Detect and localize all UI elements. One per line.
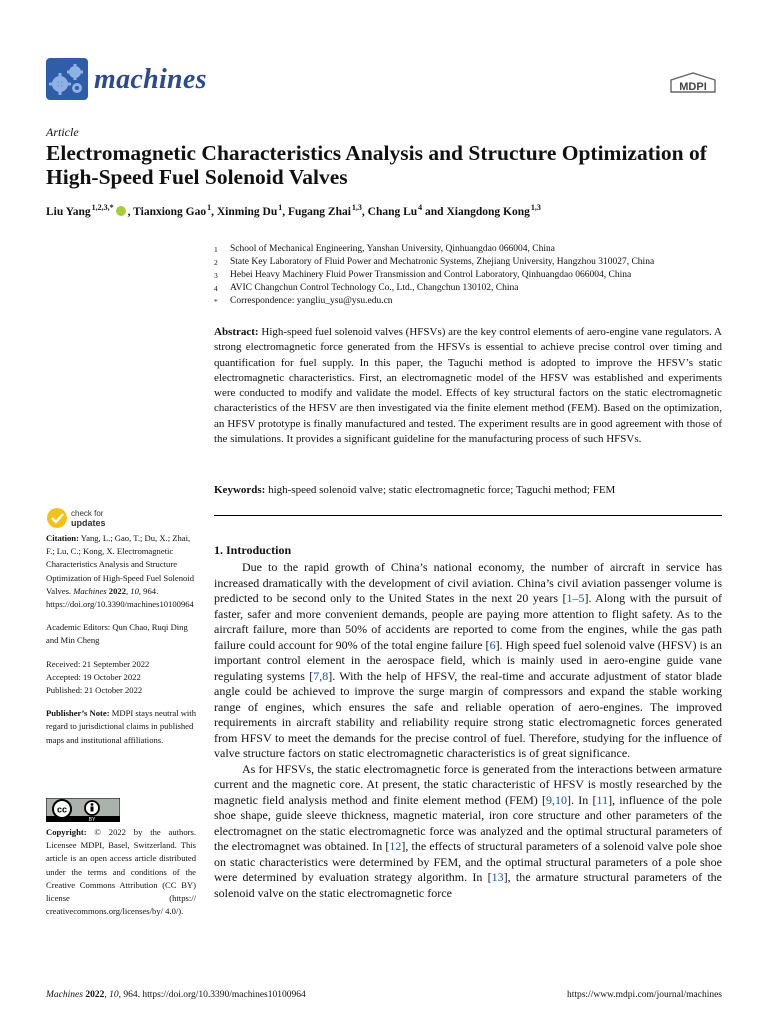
text-run: ], the armature structural parameters of the solenoid valve on the static electromagnetic force (214, 870, 722, 900)
affiliation-text: State Key Laboratory of Fluid Power and Mechatronic Systems, Zhejiang University, Hangzhou 310027, China (230, 257, 655, 267)
orcid-icon[interactable] (116, 206, 126, 216)
author-sup: 4 (418, 203, 423, 212)
author-sup: 1,2,3,* (91, 203, 114, 212)
footer-year: 2022 (85, 990, 105, 1000)
abstract-text: High-speed fuel solenoid valves (HFSVs) are the key control elements of aero-engine vane regulators. A strong electromagnetic force generated from the HFSVs is essential to achieve precise control over timing and quantification for fuel supply. In this paper, the Taguchi method is adopted to improve the HFSV’s static electromagnetic characteristics. First, an electromagnetic model of the HFSV was established and experiments were conducted to modify and validate the model. Effects of key structural factors on the static electromagnetic characteristics of the HFSV are then investigated via the finite element method (FEM). Based on the optimization, an HFSV prototype is finally manufactured and tested. The experiment results are in good agreement with those of the simulations. It provides a significant guideline for the manufacturing process of such HFSVs. (214, 326, 722, 446)
citation-link[interactable]: 6 (489, 637, 496, 652)
footer-journal: Machines (46, 990, 83, 1000)
text-run: ]. High speed fuel solenoid valve (HFSV) is an important control element in the aerospace field, which is mainly used in aero-engine guide vane regulating systems [ (214, 637, 722, 683)
journal-name[interactable]: machines (94, 64, 207, 95)
sidebar-meta (46, 532, 196, 757)
publisher-note-text: MDPI stays neutral with regard to jurisdictional claims in published maps and institutional affiliations. (46, 708, 196, 745)
author[interactable]: Fugang Zhai (287, 205, 351, 218)
text-run: As for HFSVs, the static electromagnetic force is generated from the interactions between armature current and the magnetic core. At present, the static characteristic of HFSV is mostly researched by the magnetic field analysis method and finite element method (FEM) [ (214, 761, 722, 807)
publisher-note (46, 707, 196, 747)
affiliations (214, 243, 734, 308)
footer-volume: 10 (109, 990, 119, 1000)
text-run: ], the effects of structural parameters of a solenoid valve pole shoe on static characteristics were determined by FEM, and the optimal structural parameters of a pole shoe were determined by evaluation strategy algorithm. In [ (214, 839, 722, 884)
citation-link[interactable]: 12 (389, 839, 402, 853)
author[interactable]: Xinming Du (216, 205, 278, 218)
copyright-label: Copyright: (46, 827, 87, 837)
affiliation-row (214, 256, 734, 269)
publisher-note-label: Publisher’s Note: (46, 708, 110, 719)
mdpi-logo-icon[interactable] (668, 72, 718, 94)
citation-link[interactable]: 7,8 (313, 668, 329, 683)
keywords-label: Keywords: (214, 484, 266, 496)
footer-citation: Machines 2022, 10, 964. https://doi.org/10.3390/machines10100964 (46, 990, 306, 1000)
text-run: ], influence of the pole shoe shape, guide sleeve thickness, magnetic material, iron core structure and other parameters of the electromagnet on the static electromagnetic force was analyzed and the optimal structural parameters of the electromagnet was obtained. In [ (214, 792, 722, 853)
paragraph (214, 762, 722, 902)
affiliation-number: 3 (214, 271, 218, 280)
citation-link[interactable]: 11 (596, 792, 609, 807)
author[interactable]: Xiangdong Kong (446, 205, 530, 218)
body-text (214, 560, 722, 901)
cc-by-license-icon[interactable] (46, 798, 120, 822)
mdpi-logo-text: MDPI (679, 81, 707, 93)
text-run: Due to the rapid growth of China’s national economy, the number of aircraft in service has increased dramatically with the development of civil aviation. China’s civil aviation passenger volume is predicted to be second only to the United States in the next 20 years [ (214, 560, 722, 605)
affiliation-text: AVIC Changchun Control Technology Co., Ltd., Changchun 130102, China (230, 283, 519, 293)
machines-gear-logo-icon (46, 58, 88, 100)
author-sup: 1 (278, 203, 283, 212)
correspondence-text[interactable]: Correspondence: yangliu_ysu@ysu.edu.cn (230, 296, 393, 306)
affiliation-row (214, 269, 734, 282)
affiliation-text: Hebei Heavy Machinery Fluid Power Transmission and Control Laboratory, Qinhuangdao 066004, China (230, 270, 632, 280)
keywords (214, 484, 722, 496)
copyright-text: © 2022 by the authors. Licensee MDPI, Basel, Switzerland. This article is an open access article distributed under the terms and conditions of the Creative Commons Attribution (CC BY) license (https:// creativecommons.org/licenses/by/ 4.0/). (46, 827, 196, 917)
section-heading: 1. Introduction (214, 543, 292, 557)
author[interactable]: Tianxiong Gao (133, 205, 207, 218)
author-list: Liu Yang $^{1,2,3,*}$ , Tianxiong Gao $^1$, Xinming Du $^1$, Fugang Zhai $^{1,3}$, Chang Lu $^4$ and Xiangdong Kong $^{1,3}$ (46, 203, 541, 218)
affiliation-row (214, 243, 734, 256)
author[interactable]: Liu Yang (46, 205, 91, 218)
dates (46, 658, 196, 698)
correspondence-row[interactable] (214, 295, 734, 308)
citation-link[interactable]: 13 (491, 870, 504, 884)
check-updates-line2: updates (71, 518, 106, 528)
abstract-label: Abstract: (214, 326, 259, 338)
author-sup: 1 (207, 203, 212, 212)
text-run: ]. In [ (567, 792, 597, 807)
citation-label: Citation: (46, 533, 79, 543)
paragraph (214, 560, 722, 762)
svg-text:cc: cc (56, 804, 68, 815)
citation-text: Yang, L.; Gao, T.; Du, X.; Zhai, F.; Lu, C.; Kong, X. Electromagnetic Characteristics Analysis and Structure Optimization of High-Speed Fuel Solenoid Valves. (46, 533, 194, 596)
text-run: ]. With the help of HFSV, the real-time and accurate adjustment of stator blade angle could be achieved to improve the surge margin of compressors and expand the stable working range of engines, which ensures the safe and reliable operation of aero-engines. The improved requirements in aircraft stability and reliability require strong static electromagnetic forces generated from HFSV to meet the demands for the precise control of fuel. Therefore, studying for the influence of valve structure factors on static electromagnetic characteristics is of great significance. (214, 668, 723, 760)
check-updates-line1: check for (71, 509, 104, 518)
academic-editors: Academic Editors: Qun Chao, Ruqi Ding and Min Cheng (46, 622, 188, 646)
citation: Citation: Yang, L.; Gao, T.; Du, X.; Zhai, F.; Lu, C.; Kong, X. Electromagnetic Characteristics Analysis and Structure Optimization of High-Speed Fuel Solenoid Valves. Machines 2022, 10, 964. https://doi.org/10.3390/machines10100964 (46, 533, 194, 610)
affiliation-number: * (214, 297, 218, 306)
citation-link[interactable]: 9,10 (546, 792, 568, 807)
citation-doi[interactable]: , 964. https://doi.org/10.3390/machines10100964 (46, 585, 194, 610)
citation-link[interactable]: 1–5 (566, 591, 585, 605)
affiliation-number: 4 (214, 284, 218, 293)
abstract (214, 325, 722, 447)
citation-journal: Machines (73, 585, 107, 596)
author-sup: 1,3 (530, 203, 541, 212)
author-sup: 1,3 (351, 203, 362, 212)
citation-volume: 10 (130, 585, 139, 596)
keywords-text: high-speed solenoid valve; static electromagnetic force; Taguchi method; FEM (268, 484, 616, 496)
received-date: Received: 21 September 2022 (46, 658, 150, 669)
citation-year: 2022 (108, 585, 126, 596)
article-title: Electromagnetic Characteristics Analysis and Structure Optimization of High-Speed Fuel Solenoid Valves (46, 141, 707, 189)
text-run: ]. Along with the pursuit of faster, safer and more convenient demands, people are paying more attention to flight safety. As to the aircraft failure, more than 50% of accidents are reported to come from the engines, while the gas path failure could account for 90% of the total engine failure [ (214, 591, 722, 652)
affiliation-text: School of Mechanical Engineering, Yanshan University, Qinhuangdao 066004, China (230, 244, 555, 254)
affiliation-number: 1 (214, 245, 218, 254)
copyright (46, 826, 196, 918)
footer-doi[interactable]: , 964. https://doi.org/10.3390/machines10100964 (118, 990, 306, 1000)
cc-badge-label: BY (88, 817, 96, 822)
affiliation-row (214, 282, 734, 295)
accepted-date: Accepted: 19 October 2022 (46, 671, 141, 682)
check-for-updates-badge[interactable] (46, 506, 136, 530)
article-type: Article (46, 125, 79, 139)
author[interactable]: Chang Lu (367, 205, 418, 218)
published-date: Published: 21 October 2022 (46, 685, 143, 696)
affiliation-number: 2 (214, 258, 218, 267)
footer-journal-url[interactable]: https://www.mdpi.com/journal/machines (566, 990, 722, 1000)
section-divider (214, 515, 722, 516)
